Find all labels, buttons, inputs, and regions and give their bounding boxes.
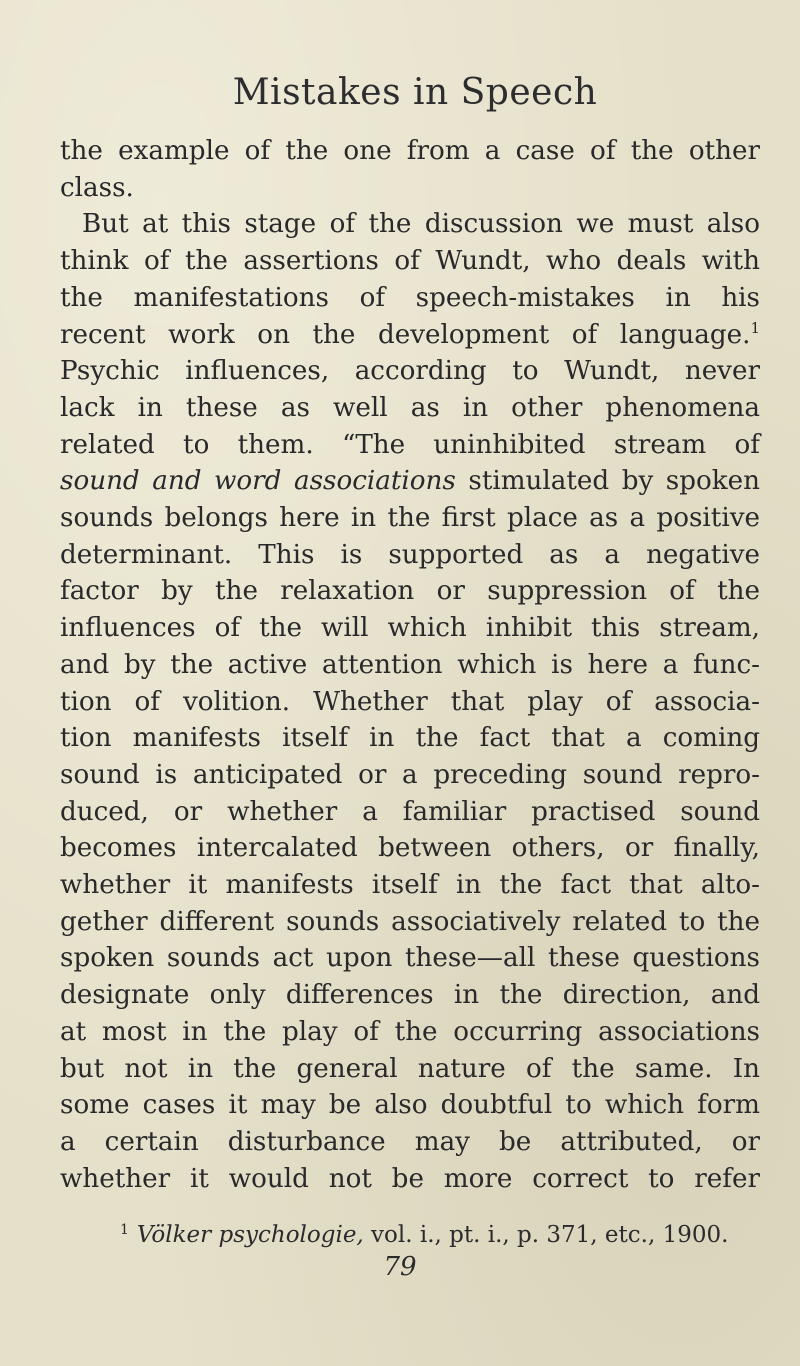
text-line: think of the assertions of Wundt, who deals with	[60, 246, 760, 277]
text-line: designate only differences in the direction, and	[60, 980, 760, 1011]
text-line: whether it manifests itself in the fact that alto-	[60, 870, 760, 901]
text-line: the manifestations of speech-mistakes in his	[60, 282, 760, 313]
text-line: sounds belongs here in the first place as a positive	[60, 503, 760, 534]
text-line: spoken sounds act upon these—all these questions	[60, 943, 760, 974]
page-number: 79	[383, 1252, 417, 1282]
text-line: influences of the will which inhibit this stream,	[60, 613, 760, 644]
text-line: but not in the general nature of the same. In	[60, 1053, 760, 1084]
footnote-text: vol. i., pt. i., p. 371, etc., 1900.	[363, 1222, 729, 1248]
text-line: gether different sounds associatively related to the	[60, 906, 760, 937]
text-line: some cases it may be also doubtful to which form	[60, 1090, 760, 1121]
text-line: whether it would not be more correct to refer	[60, 1163, 760, 1194]
text-line: Psychic influences, according to Wundt, never	[60, 356, 760, 387]
footnote-title: Völker psychologie,	[136, 1222, 364, 1248]
text-line-rest: stimulated by spoken	[455, 466, 760, 497]
text-line: the example of the one from a case of the other	[60, 136, 760, 166]
text-line: at most in the play of the occurring associations	[60, 1016, 760, 1047]
text-line: class.	[60, 172, 134, 203]
text-line: a certain disturbance may be attributed, or	[60, 1126, 760, 1157]
text-line: related to them. “The uninhibited stream of	[60, 429, 760, 460]
body-text	[60, 133, 760, 1197]
text-line-content: recent work on the development of language.	[60, 319, 751, 350]
text-line	[60, 317, 760, 354]
text-line: and by the active attention which is here a func-	[60, 649, 760, 680]
text-line: sound is anticipated or a preceding sound repro-	[60, 759, 760, 790]
text-line: But at this stage of the discussion we must also	[82, 209, 760, 240]
text-line: tion manifests itself in the fact that a coming	[60, 723, 760, 754]
footnote	[120, 1220, 760, 1250]
running-head: Mistakes in Speech	[232, 72, 598, 113]
text-line: tion of volition. Whether that play of associa-	[60, 686, 760, 717]
italic-phrase: sound and word associations	[60, 466, 456, 497]
footnote-marker: 1	[120, 1222, 129, 1238]
text-line: determinant. This is supported as a negative	[60, 539, 760, 570]
text-line: becomes intercalated between others, or finally,	[60, 833, 760, 864]
text-line: duced, or whether a familiar practised sound	[60, 796, 760, 827]
footnote-reference: 1	[750, 318, 760, 337]
text-line: lack in these as well as in other phenomena	[60, 392, 760, 423]
text-line: factor by the relaxation or suppression of the	[60, 576, 760, 607]
text-line	[60, 463, 760, 500]
